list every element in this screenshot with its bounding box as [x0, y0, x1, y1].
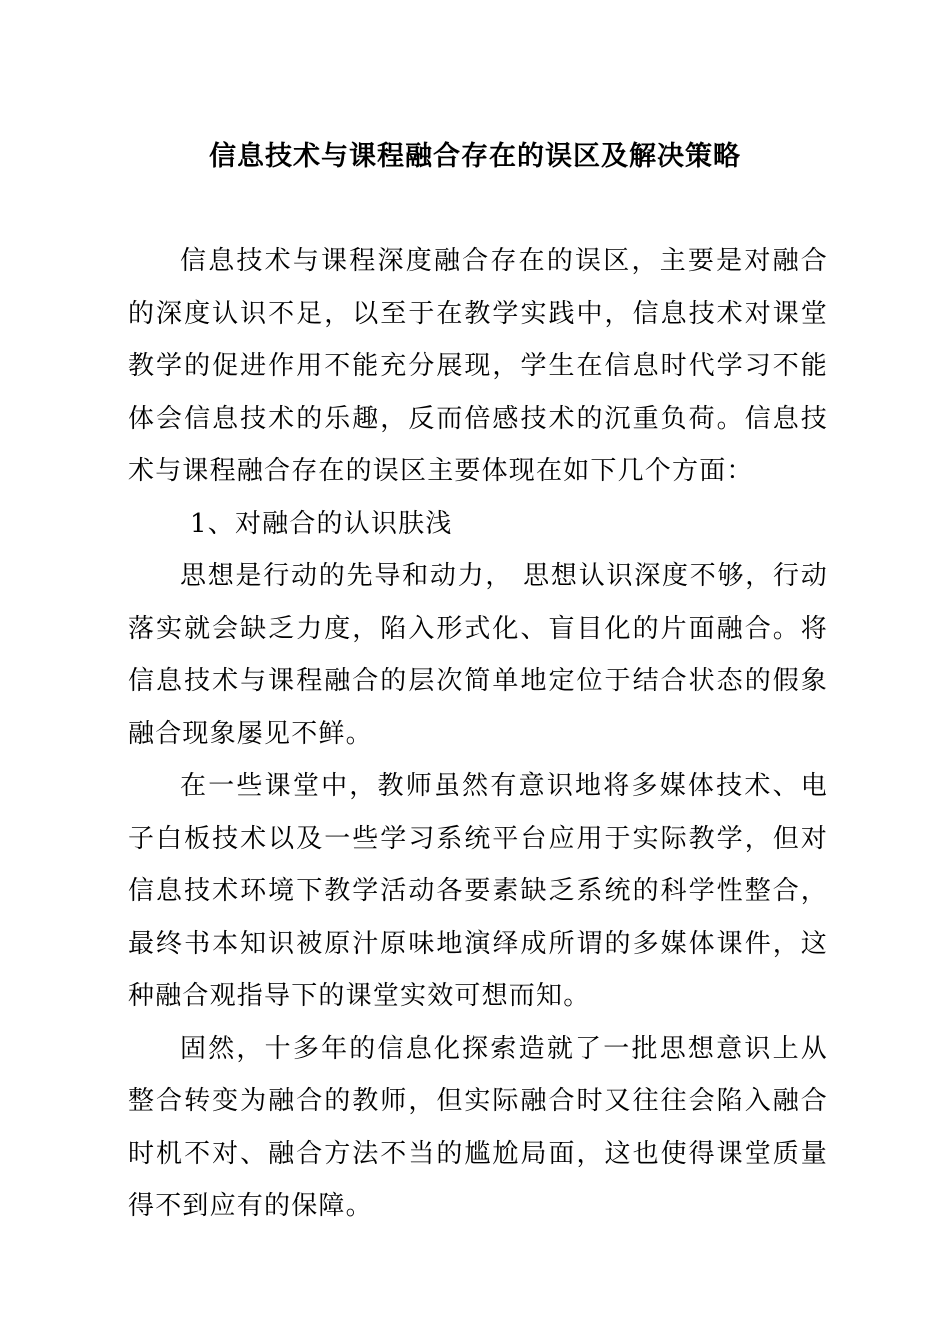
paragraph-thought: 思想是行动的先导和动力， 思想认识深度不够，行动落实就会缺乏力度，陷入形式化、盲目化的片面融合。将信息技术与课程融合的层次简单地定位于结合状态的假象融合现象屡见不鲜。 — [128, 561, 828, 749]
document-body — [128, 235, 828, 1233]
paragraph-classroom: 在一些课堂中，教师虽然有意识地将多媒体技术、电子白板技术以及一些学习系统平台应用于实际教学，但对信息技术环境下教学活动各要素缺乏系统的科学性整合，最终书本知识被原汁原味地演绎成所谓的多媒体课件，这种融合观指导下的课堂实效可想而知。 — [128, 771, 828, 1011]
section-heading-1: 1、对融合的认识肤浅 — [190, 508, 453, 539]
paragraph-exploration: 固然，十多年的信息化探索造就了一批思想意识上从整合转变为融合的教师，但实际融合时又往往会陷入融合时机不对、融合方法不当的尴尬局面，这也使得课堂质量得不到应有的保障。 — [128, 1033, 828, 1221]
paragraph-intro: 信息技术与课程深度融合存在的误区，主要是对融合的深度认识不足，以至于在教学实践中，信息技术对课堂教学的促进作用不能充分展现，学生在信息时代学习不能体会信息技术的乐趣，反而倍感技术的沉重负荷。信息技术与课程融合存在的误区主要体现在如下几个方面： — [128, 246, 828, 486]
document-title: 信息技术与课程融合存在的误区及解决策略 — [209, 141, 741, 172]
